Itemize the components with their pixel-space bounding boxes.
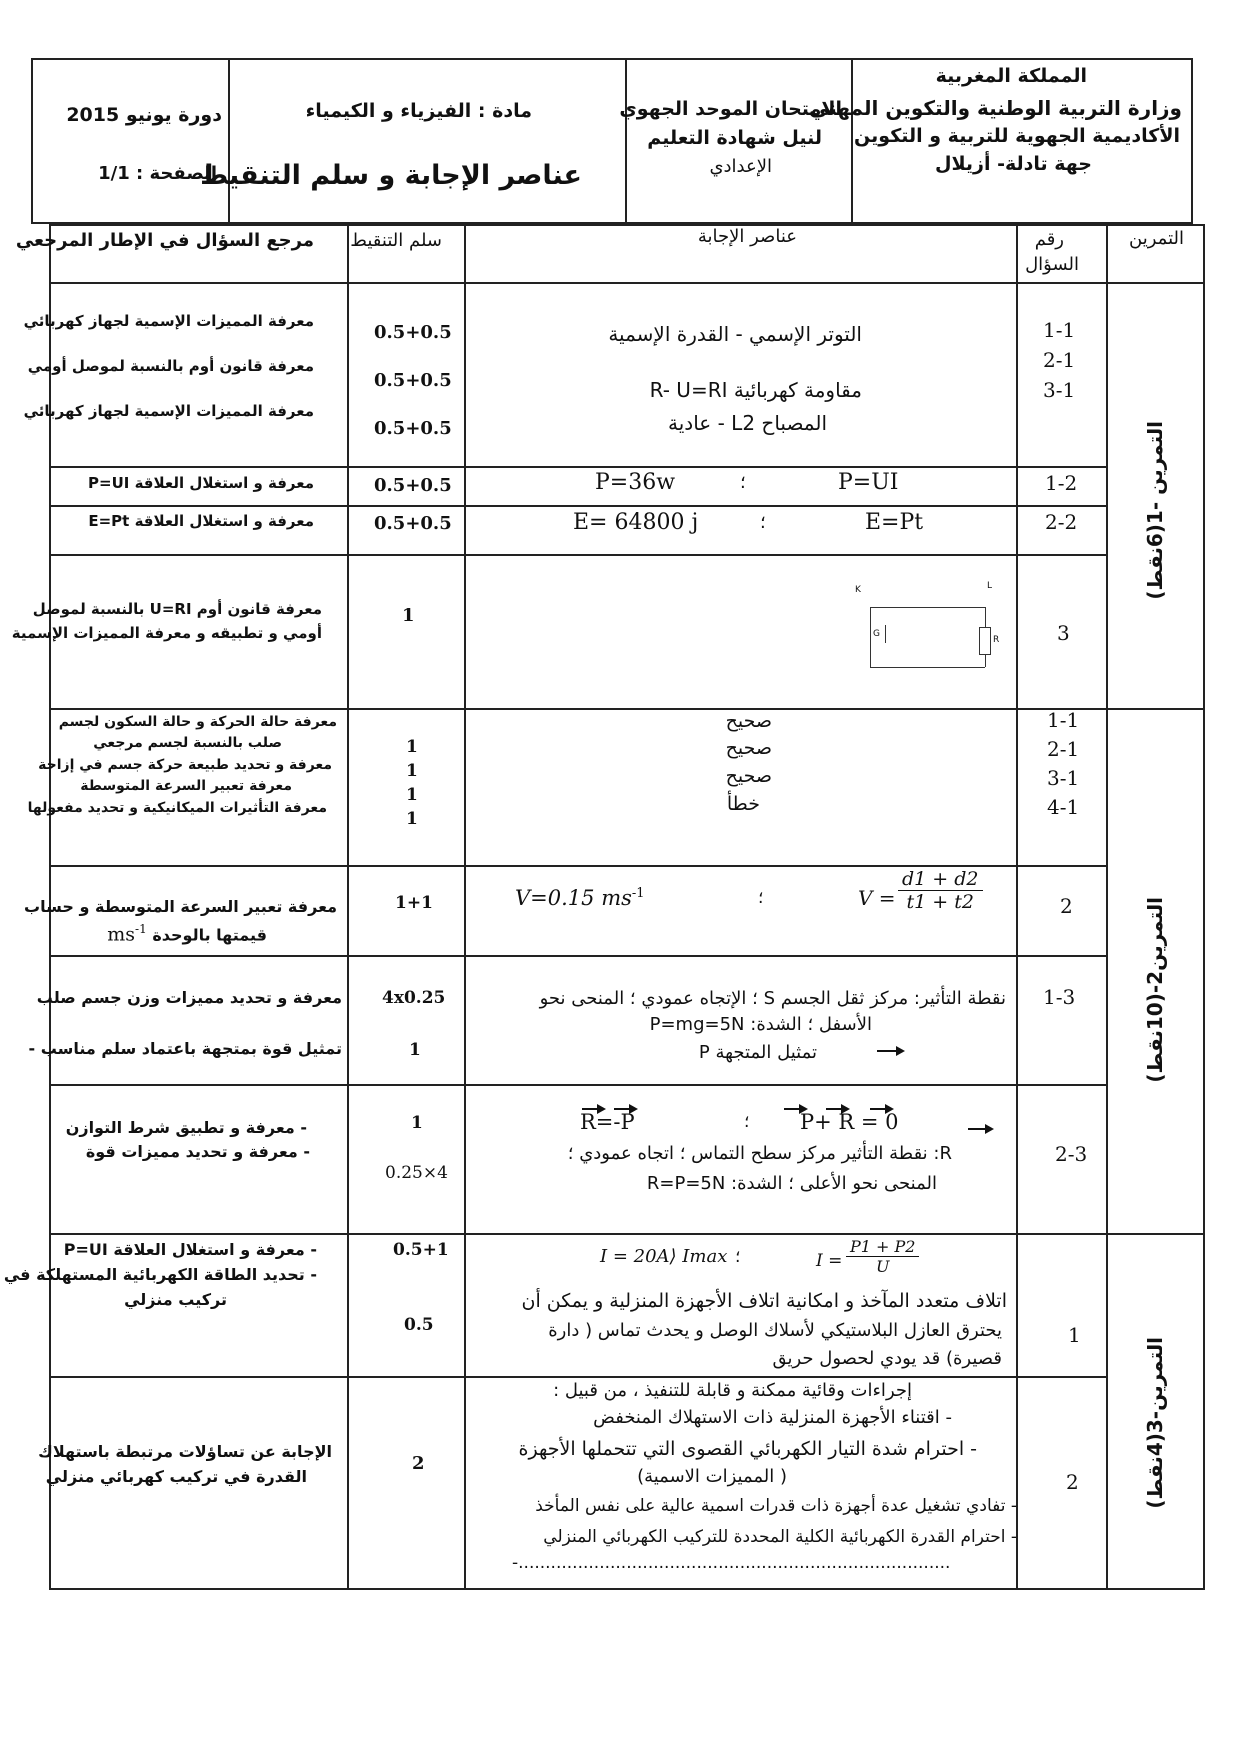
row-line-header	[49, 282, 1205, 284]
exercise-1-label: التمرين -1(6نقط)	[1143, 421, 1167, 600]
exercise-3-label: التمرين-3(4نقط)	[1143, 1337, 1167, 1509]
circuit-label-l: L	[987, 581, 993, 591]
col-header-answers: عناصر الإجابة	[697, 226, 797, 247]
subject-label: مادة : الفيزياء و الكيمياء	[305, 100, 532, 122]
ex1-q-3-1: 3-1	[1043, 378, 1076, 402]
ex2-r3-answer-3: تمثيل المتجهة P	[698, 1042, 817, 1063]
ex2-answer-2: صحيح	[725, 737, 772, 759]
ex2-r4-equation-left: R=-P	[580, 1110, 635, 1134]
col-line-grade	[464, 224, 466, 1590]
exercise-2-label: التمرين2-(10نقط)	[1143, 897, 1167, 1083]
ex2-ref-3: معرفة و تحديد طبيعة حركة جسم في إزاحة	[38, 757, 332, 773]
ex3-r1-answer-1: اتلاف متعدد المآخذ و امكانية اتلاف الأجهزة المنزلية و يمكن أن	[521, 1290, 1007, 1312]
row-line-ex2-end	[49, 1233, 1205, 1235]
ex2-q-2-1: 2-1	[1047, 737, 1080, 761]
ex1-r3-grade: 0.5+0.5	[374, 513, 452, 534]
header-divider-3	[851, 58, 853, 224]
ex1-r3-answer-right: E=Pt	[865, 510, 924, 535]
col-header-qno-1: رقم	[1034, 229, 1064, 250]
ex2-r4-separator: ؛	[744, 1112, 750, 1132]
ex3-r1-ref-1: - معرفة و استغلال العلاقة P=UI	[63, 1240, 317, 1259]
ex3-r1-ref-2: - تحديد الطاقة الكهربائية المستهلكة في	[3, 1265, 317, 1284]
ex1-ref-3: معرفة المميزات الإسمية لجهاز كهربائي	[23, 402, 314, 420]
circuit-label-k: K	[855, 585, 861, 595]
ex1-ref-2: معرفة قانون أوم بالنسبة لموصل أومي	[27, 357, 314, 375]
ex2-r4-equation-right: P+ R = 0	[800, 1110, 899, 1134]
page-number: الصفحة : 1/1	[98, 163, 217, 184]
document-title: عناصر الإجابة و سلم التنقيط	[200, 160, 582, 191]
ex2-r3-ref-1: معرفة و تحديد مميزات وزن جسم صلب	[36, 988, 342, 1007]
ex3-r1-formula-fraction	[846, 1237, 919, 1276]
ex2-r4-arrow-3	[968, 1128, 992, 1130]
resistor-symbol	[979, 627, 991, 655]
ex2-r2-grade: 1+1	[395, 893, 433, 913]
ex3-r2-answer-5: - تفادي تشغيل عدة أجهزة ذات قدرات اسمية عالية على نفس المأخذ	[535, 1496, 1017, 1516]
ex2-q-3-1: 3-1	[1047, 766, 1080, 790]
ex1-grade-1: 0.5+0.5	[374, 322, 452, 343]
ex2-r2-ref-unit-text: ms	[107, 923, 136, 946]
ex1-ref-1: معرفة المميزات الإسمية لجهاز كهربائي	[23, 312, 314, 330]
col-header-exercise: التمرين	[1129, 228, 1184, 249]
ex1-q-2-1: 2-1	[1043, 348, 1076, 372]
ex3-r2-answer-2: - اقتناء الأجهزة المنزلية ذات الاستهلاك المنخفض	[593, 1407, 952, 1428]
ex1-r4-grade: 1	[402, 605, 415, 626]
ex3-r2-answer-3: - احترام شدة التيار الكهربائي القصوى التي تتحملها الأجهزة	[518, 1438, 977, 1460]
ex2-ref-5: معرفة التأثيرات الميكانيكية و تحديد مفعولها	[27, 800, 327, 816]
ex2-r4-answer-2: R: نقطة التأثير مركز سطح التماس ؛ اتجاه عمودي ؛	[567, 1143, 952, 1164]
col-header-qno-2: السؤال	[1025, 254, 1079, 275]
row-line-3	[49, 554, 1106, 556]
ex2-r2-separator: ؛	[758, 888, 764, 908]
ex2-grade-4: 1	[406, 809, 418, 829]
ex2-ref-4: معرفة تعبير السرعة المتوسطة	[80, 778, 292, 794]
col-line-ref	[347, 224, 349, 1590]
ex3-q-2: 2	[1066, 1470, 1079, 1494]
ex3-r1-answer-3: قصيرة) قد يودي لحصول حريق	[772, 1348, 1002, 1369]
ex2-ref-2: صلب بالنسبة لجسم مرجعي	[93, 735, 282, 751]
ex2-r3-answer-2: الأسفل ؛ الشدة: P=mg=5N	[649, 1014, 872, 1035]
ex3-r1-separator: ؛	[735, 1247, 741, 1267]
ex2-q-2-3: 2-3	[1055, 1142, 1088, 1166]
circuit-wire-bottom	[870, 667, 985, 668]
row-line-9	[49, 1376, 1106, 1378]
ex3-r2-answer-4: ( المميزات الاسمية)	[637, 1466, 787, 1487]
ex3-r1-grade-2: 0.5	[404, 1315, 434, 1335]
ex2-grade-2: 1	[406, 761, 418, 781]
ex2-r2-formula-lhs: V =	[858, 886, 896, 910]
generator-stub	[885, 625, 886, 643]
circuit-wire-top	[870, 607, 985, 608]
ex3-r1-formula-lhs: I =	[816, 1251, 843, 1271]
academy-name: الأكاديمية الجهوية للتربية و التكوين	[854, 125, 1180, 147]
ex2-r2-ref-2-text: قيمتها بالوحدة	[152, 925, 267, 945]
ex3-r1-grade-1: 0.5+1	[393, 1240, 449, 1260]
ex2-r2-ref-1: معرفة تعبير السرعة المتوسطة و حساب	[24, 897, 337, 916]
ex2-r4-answer-3: المنحى نحو الأعلى ؛ الشدة: R=P=5N	[646, 1173, 937, 1194]
region-name: جهة تادلة- أزيلال	[934, 153, 1092, 175]
row-line-2	[49, 505, 1106, 507]
ex1-answer-3: المصباح L2 - عادية	[668, 411, 827, 435]
ex3-r2-answer-1: إجراءات وقائية ممكنة و قابلة للتنفيذ ، من قبيل :	[553, 1380, 912, 1401]
ex2-ref-1: معرفة حالة الحركة و حالة السكون لجسم	[58, 714, 337, 730]
ex1-grade-3: 0.5+0.5	[374, 418, 452, 439]
ex3-r1-formula-left: I = 20A⟩ Imax	[600, 1246, 728, 1267]
ex2-q-2: 2	[1060, 894, 1073, 918]
circuit-label-g: G	[873, 629, 880, 639]
col-line-answer	[1016, 224, 1018, 1590]
ex2-r4-grade-1: 1	[411, 1113, 423, 1133]
ex2-r2-ref-2	[107, 922, 267, 945]
ex1-r3-ref: معرفة و استغلال العلاقة E=Pt	[88, 512, 314, 530]
ex3-r2-answer-6: - احترام القدرة الكهربائية الكلية المحددة للتركيب الكهربائي المنزلي	[543, 1527, 1017, 1547]
row-line-6	[49, 955, 1106, 957]
ex3-r2-ref-1: الإجابة عن تساؤلات مرتبطة باستهلاك	[38, 1442, 332, 1461]
ex2-r2-formula-numerator: d1 + d2	[898, 868, 983, 891]
circuit-wire-left	[870, 607, 871, 667]
col-header-reference: مرجع السؤال في الإطار المرجعي	[15, 230, 314, 251]
ex1-r4-ref-2: أومي و تطبيقه و معرفة المميزات الإسمية	[11, 624, 322, 642]
ex1-q-3: 3	[1057, 621, 1070, 645]
ex3-r1-formula-numerator: P1 + P2	[846, 1237, 919, 1257]
exam-title-line3: الإعدادي	[709, 156, 772, 177]
ex2-answer-3: صحيح	[725, 765, 772, 787]
ex2-answer-4: خطأ	[726, 793, 760, 815]
ex3-q-1: 1	[1068, 1323, 1081, 1347]
ministry-name: وزارة التربية الوطنية والتكوين المهني	[809, 96, 1182, 120]
ex2-grade-3: 1	[406, 785, 418, 805]
kingdom-name: المملكة المغربية	[935, 65, 1087, 87]
circuit-diagram	[855, 581, 1000, 690]
ex3-r2-answer-7: -................................................................................	[512, 1553, 951, 1573]
ex1-r4-ref-1: معرفة قانون أوم U=RI بالنسبة لموصل	[32, 600, 322, 618]
ex2-r3-grade-1: 4x0.25	[382, 988, 446, 1008]
ex2-q-1-3: 1-3	[1043, 985, 1076, 1009]
col-line-qno	[1106, 224, 1108, 1590]
ex1-answer-2: مقاومة كهربائية R- U=RI	[649, 378, 862, 402]
ex1-answer-1: التوتر الإسمي - القدرة الإسمية	[608, 322, 862, 346]
ex1-r2-answer-right: P=UI	[838, 470, 899, 495]
row-line-7	[49, 1084, 1106, 1086]
ex2-r2-ref-unit-exponent: -1	[135, 922, 147, 936]
ex2-r3-ref-2: تمثيل قوة بمتجهة باعتماد سلم مناسب -	[28, 1039, 342, 1058]
ex1-q-2-2: 2-2	[1045, 510, 1078, 534]
ex2-q-4-1: 4-1	[1047, 795, 1080, 819]
session-label: دورة يونيو 2015	[66, 104, 222, 126]
ex3-r2-grade: 2	[412, 1453, 425, 1474]
ex1-r2-answer-left: P=36w	[595, 470, 676, 495]
ex2-r2-speed-text: V=0.15 ms	[515, 886, 632, 910]
ex1-q-1-1: 1-1	[1043, 318, 1076, 342]
ex2-q-1-1: 1-1	[1047, 708, 1080, 732]
circuit-label-r: R	[993, 635, 1000, 645]
ex1-q-1-2: 1-2	[1045, 471, 1078, 495]
ex3-r1-ref-3: تركيب منزلي	[124, 1290, 227, 1309]
exam-title-line2: لنيل شهادة التعليم	[647, 127, 822, 149]
ex2-r4-grade-2: 0.25×4	[385, 1163, 448, 1183]
header-divider-1	[228, 58, 230, 224]
row-line-1	[49, 466, 1106, 468]
ex2-r2-ref-2-unit	[107, 922, 146, 945]
ex2-r3-arrow-1	[877, 1050, 903, 1052]
ex1-r3-separator: ؛	[760, 512, 766, 533]
ex2-r2-speed-exponent: -1	[631, 886, 645, 901]
ex3-r2-ref-2: القدرة في تركيب كهربائي منزلي	[45, 1467, 307, 1486]
exam-title-line1: الامتحان الموحد الجهوي	[619, 98, 842, 120]
ex3-r1-answer-2: يحترق العازل البلاستيكي لأسلاك الوصل و يحدث تماس ( دارة	[548, 1320, 1002, 1341]
ex1-r3-answer-left: E= 64800 j	[573, 510, 699, 535]
col-header-grading: سلم التنقيط	[350, 230, 442, 251]
ex2-r2-formula-denominator: t1 + t2	[906, 891, 974, 913]
ex2-r3-answer-1: نقطة التأثير: مركز ثقل الجسم S ؛ الإتجاه عمودي ؛ المنحى نحو	[539, 988, 1006, 1009]
ex1-r2-grade: 0.5+0.5	[374, 475, 452, 496]
ex2-grade-1: 1	[406, 737, 418, 757]
ex2-r2-speed-value	[515, 886, 645, 910]
ex2-answer-1: صحيح	[725, 710, 772, 732]
row-line-ex1-end	[49, 708, 1205, 710]
ex2-r4-ref-1: - معرفة و تطبيق شرط التوازن	[65, 1118, 307, 1137]
ex3-r1-formula-denominator: U	[875, 1257, 890, 1276]
row-line-5	[49, 865, 1106, 867]
ex1-grade-2: 0.5+0.5	[374, 370, 452, 391]
ex2-r3-grade-2: 1	[409, 1040, 421, 1060]
ex2-r2-formula-fraction	[898, 868, 983, 913]
ex1-r2-separator: ؛	[740, 472, 746, 493]
header-divider-2	[625, 58, 627, 224]
ex2-r4-ref-2: - معرفة و تحديد مميزات قوة	[85, 1142, 310, 1161]
ex1-r2-ref: معرفة و استغلال العلاقة P=UI	[88, 474, 314, 492]
